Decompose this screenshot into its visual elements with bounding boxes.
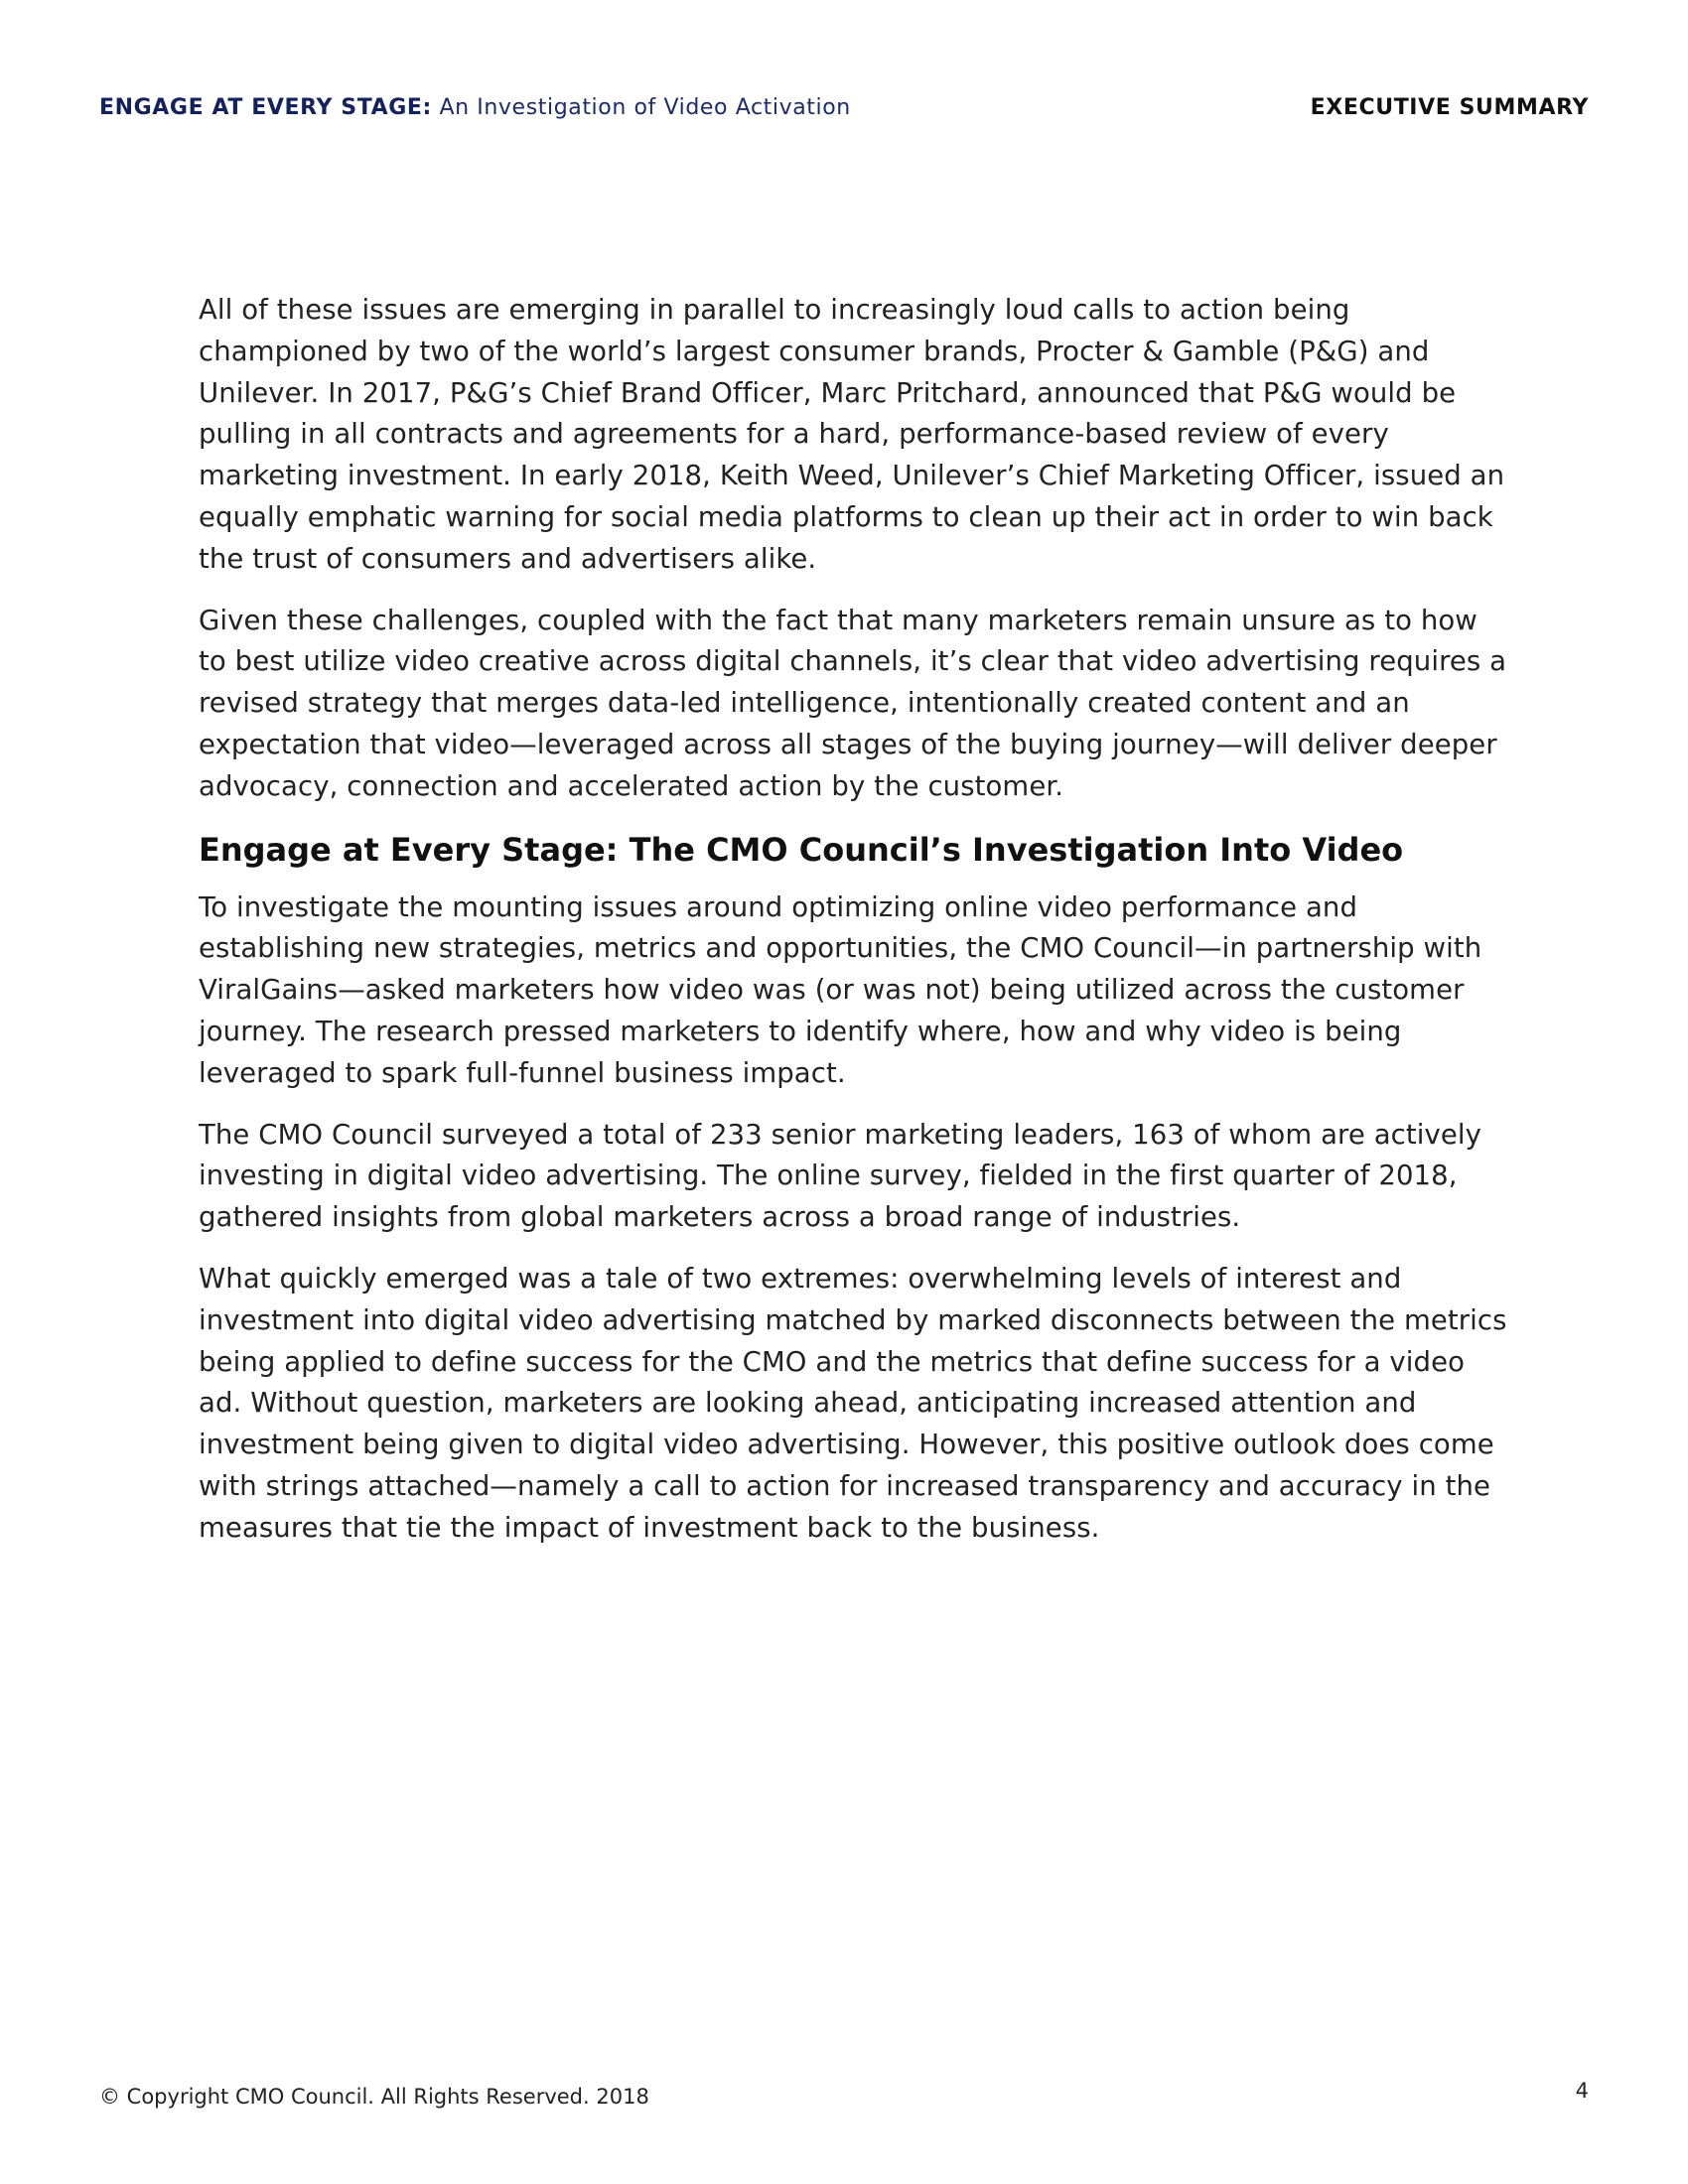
copyright-notice: © Copyright CMO Council. All Rights Reserved. 2018 — [99, 2085, 649, 2109]
body-paragraph: Given these challenges, coupled with the fact that many marketers remain unsure as to how to best utilize video creative across digital channels, it’s clear that video advertising requires a revised strategy that merges data-led intelligence, intentionally created content and an expectation that video—leveraged across all stages of the buying journey—will deliver deeper advocacy, connection and accelerated action by the customer. — [199, 604, 1507, 802]
series-subtitle: An Investigation of Video Activation — [439, 95, 851, 120]
page-footer — [99, 2079, 1589, 2115]
document-series-title — [99, 95, 851, 120]
section-label: EXECUTIVE SUMMARY — [1310, 95, 1589, 120]
body-paragraph: All of these issues are emerging in parallel to increasingly loud calls to action being championed by two of the world’s largest consumer brands, Procter & Gamble (P&G) and Unilever. In 2017, P&G’s Chief Brand Officer, Marc Pritchard, announced that P&G would be pulling in all contracts and agreements for a hard, performance-based review of every marketing investment. In early 2018, Keith Weed, Unilever’s Chief Marketing Officer, issued an equally emphatic warning for social media platforms to clean up their act in order to win back the trust of consumers and advertisers alike. — [199, 294, 1505, 575]
body-paragraph: To investigate the mounting issues around optimizing online video performance and establishing new strategies, metrics and opportunities, the CMO Council—in partnership with ViralGains—asked marketers how video was (or was not) being utilized across the customer journey. The research pressed marketers to identify where, how and why video is being leveraged to spark full-funnel business impact. — [199, 890, 1482, 1089]
section-heading: Engage at Every Stage: The CMO Council’s Investigation Into Video — [199, 830, 1404, 869]
body-paragraph: What quickly emerged was a tale of two extremes: overwhelming levels of interest and investment into digital video advertising matched by marked disconnects between the metrics being applied to define success for the CMO and the metrics that define success for a video ad. Without question, marketers are looking ahead, anticipating increased attention and investment being given to digital video advertising. However, this positive outlook does come with strings attached—namely a call to action for increased transparency and accuracy in the measures that tie the impact of investment back to the business. — [199, 1262, 1507, 1544]
body-paragraph: The CMO Council surveyed a total of 233 senior marketing leaders, 163 of whom are actively investing in digital video advertising. The online survey, fielded in the first quarter of 2018, gathered insights from global marketers across a broad range of industries. — [199, 1118, 1481, 1234]
series-title: ENGAGE AT EVERY STAGE: — [99, 95, 432, 120]
main-content — [199, 290, 1509, 1570]
page-number: 4 — [1575, 2079, 1589, 2103]
page-header — [99, 95, 1589, 125]
